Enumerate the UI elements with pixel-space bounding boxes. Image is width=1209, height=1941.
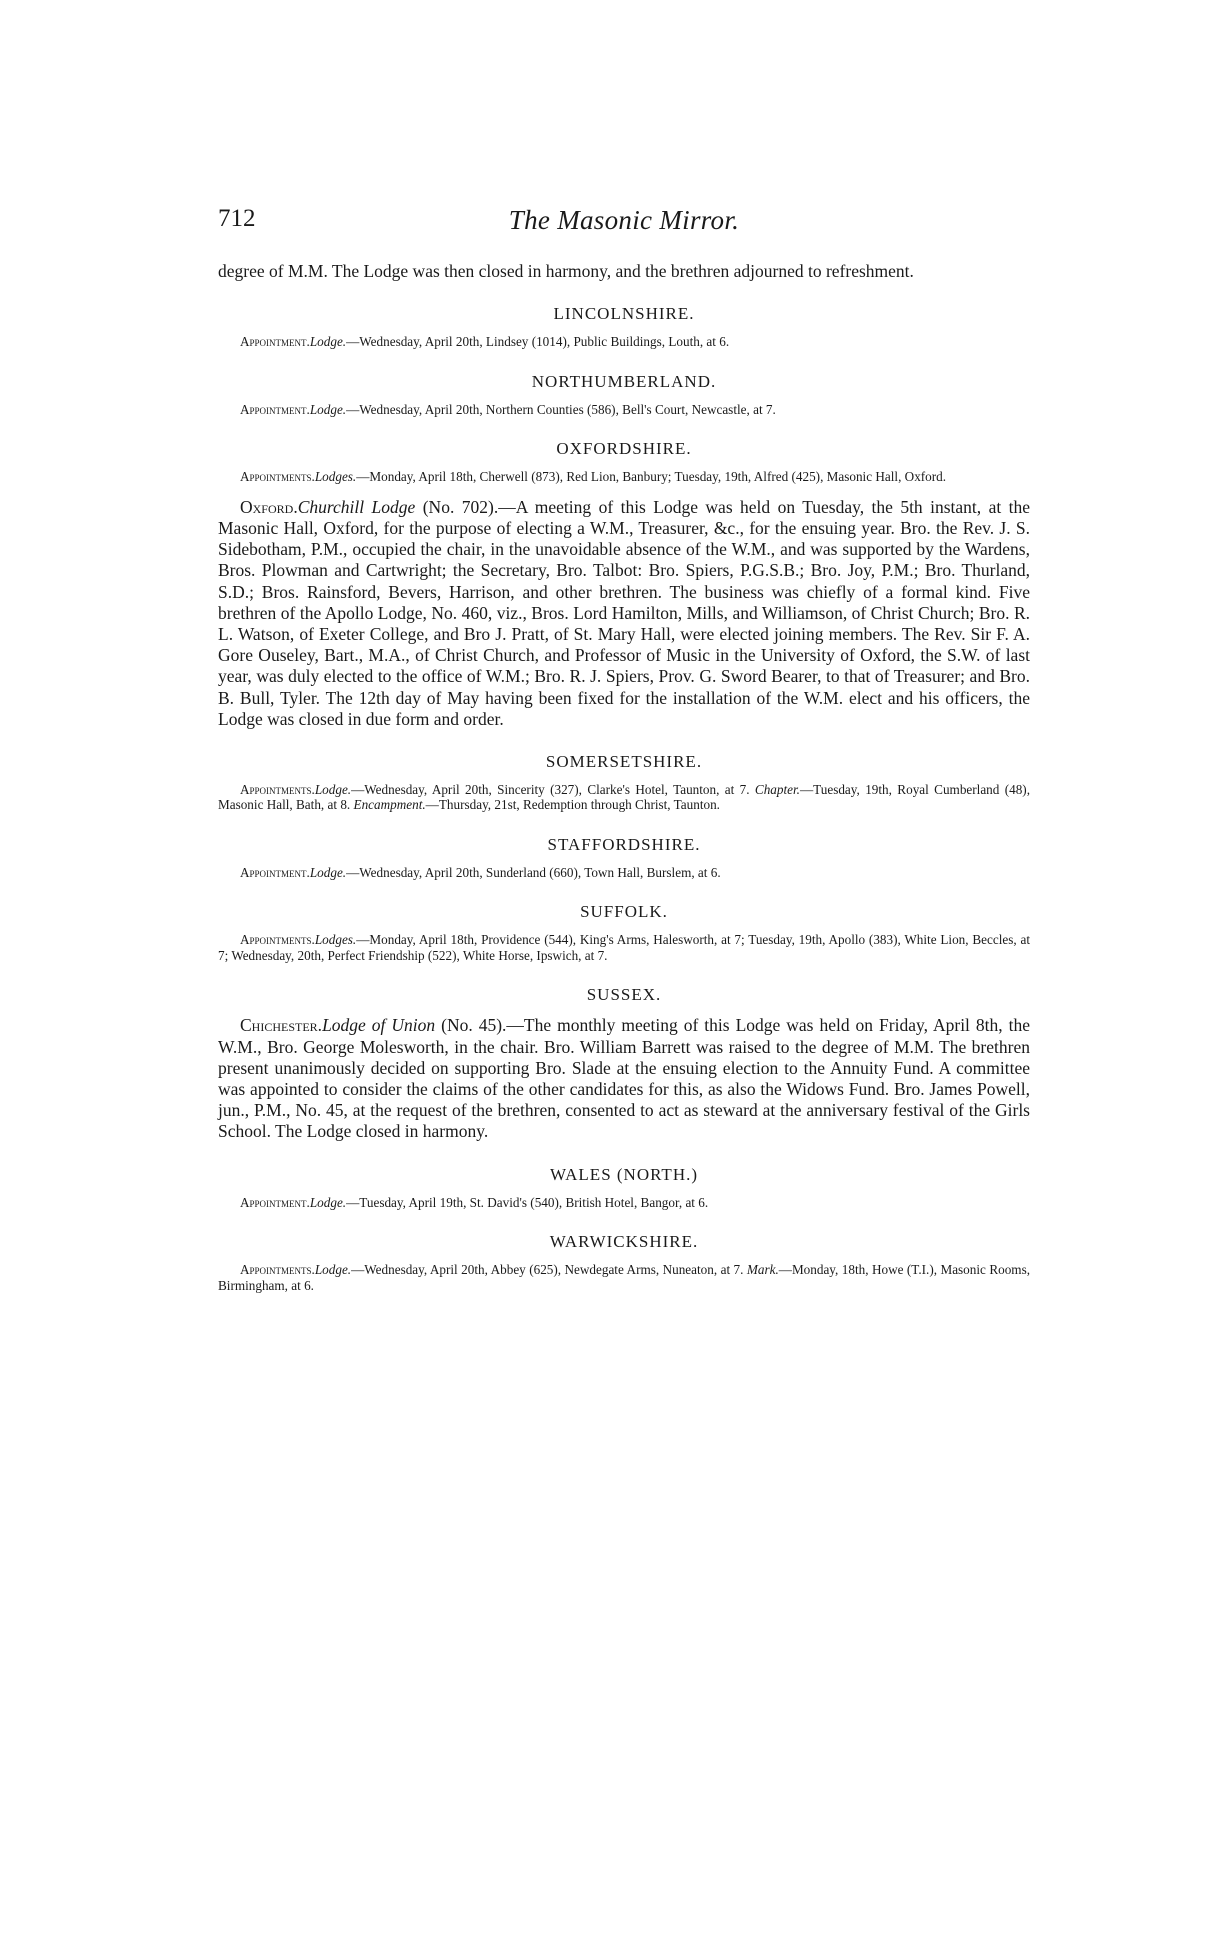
appointment-text: —Wednesday, April 20th, Sincerity (327), Clarke's Hotel, Taunton, at 7. [351,781,755,797]
appointment-kind: Lodge. [309,864,347,880]
appointment-kind: Lodge. [314,781,352,797]
section-heading-northumberland: NORTHUMBERLAND. [531,371,717,391]
appointment-kind: Lodge. [314,1262,352,1278]
appointment-label: Appointments. [240,1262,315,1278]
chapter-text: —Tuesday, 19th, Royal Cumberland (48), Masonic Hall, Bath, at 8. [218,781,1030,813]
appointment-kind: Lodge. [309,334,347,350]
report-text: (No. 702).—A meeting of this Lodge was held on Tuesday, the 5th instant, at the Masonic Hall, Oxford, for the purpose of electing a W.M., Treasurer, &c., for the ensuing year. Bro. the Rev. J. S. Sidebotham, P.M., occupied the chair, in the unavoidable absence of the W.M., and was supported by the Wardens, Bros. Plowman and Cartwright; the Secretary, Bro. Talbot: Bro. Spiers, P.G.S.B.; Bro. Joy, P.M.; Bro. Thurland, S.D.; Bros. Rainsford, Bevers, Harrison, and other brethren. The business was chiefly of a formal kind. Five brethren of the Apollo Lodge, No. 460, viz., Bros. Lord Hamilton, Mills, and Williamson, of Christ Church; Bro. R. L. Watson, of Exeter College, and Bro J. Pratt, of St. Mary Hall, were elected joining members. The Rev. Sir F. A. Gore Ouseley, Bart., M.A., of Christ Church, and Professor of Music in the University of Oxford, the S.W. of last year, was duly elected to the office of W.M.; Bro. R. J. Spiers, Prov. G. Sword Bearer, to that of Treasurer; and Bro. B. Bull, Tyler. The 12th day of May having been fixed for the installation of the W.M. elect and his officers, the Lodge was closed in due form and order. [218,496,1030,729]
report-lodge: Churchill Lodge [297,496,416,517]
appointment-lincolnshire [218,334,1030,350]
page [218,205,1030,1293]
appointment-text: —Tuesday, April 19th, St. David's (540), British Hotel, Bangor, at 6. [346,1194,709,1210]
report-lodge: Lodge of Union [322,1015,436,1036]
appointment-northumberland [218,402,1030,418]
appointment-kind: Lodge. [309,401,347,417]
appointment-label: Appointments. [240,781,315,797]
report-chichester [218,1015,1030,1142]
appointment-text: —Wednesday, April 20th, Lindsey (1014), Public Buildings, Louth, at 6. [346,334,730,350]
appointment-text: —Monday, April 18th, Providence (544), King's Arms, Halesworth, at 7; Tuesday, 19th, Apollo (383), White Lion, Beccles, at 7; Wednesday, 20th, Perfect Friendship (522), White Horse, Ipswich, at 7. [218,932,1030,963]
report-place: Chichester. [240,1015,323,1036]
section-heading-lincolnshire: LINCOLNSHIRE. [553,304,695,324]
appointment-kind: Lodges. [314,469,357,485]
appointment-label: Appointment. [240,334,310,350]
appointment-wales-north [218,1195,1030,1211]
appointment-label: Appointments. [240,932,315,948]
appointment-text: —Wednesday, April 20th, Northern Counties (586), Bell's Court, Newcastle, at 7. [346,401,776,417]
encampment-kind: Encampment. [353,797,426,813]
appointment-oxfordshire [218,469,1030,485]
section-heading-oxfordshire: OXFORDSHIRE. [556,439,692,459]
appointment-label: Appointment. [240,1194,310,1210]
mark-kind: Mark. [746,1262,779,1278]
page-number: 712 [218,205,256,232]
appointment-label: Appointments. [240,469,315,485]
chapter-kind: Chapter. [754,781,800,797]
mark-text: —Monday, 18th, Howe (T.I.), Masonic Rooms, Birmingham, at 6. [218,1262,1030,1293]
section-heading-staffordshire: STAFFORDSHIRE. [547,834,701,854]
report-text: (No. 45).—The monthly meeting of this Lodge was held on Friday, April 8th, the W.M., Bro. George Molesworth, in the chair. Bro. William Barrett was raised to the degree of M.M. The brethren present unanimously decided on supporting Bro. Slade at the ensuing election to the Annuity Fund. A committee was appointed to consider the claims of the other candidates for this, as also the Widows Fund. Bro. James Powell, jun., P.M., No. 45, at the request of the brethren, consented to act as steward at the anniversary festival of the Girls School. The Lodge closed in harmony. [218,1015,1030,1142]
section-heading-sussex: SUSSEX. [586,985,662,1005]
appointment-label: Appointment. [240,864,310,880]
section-heading-wales-north: WALES (NORTH.) [549,1164,699,1184]
report-place: Oxford. [240,496,298,517]
intro-paragraph: degree of M.M. The Lodge was then closed in harmony, and the brethren adjourned to refreshment. [218,261,914,281]
appointment-text: —Monday, April 18th, Cherwell (873), Red Lion, Banbury; Tuesday, 19th, Alfred (425), Masonic Hall, Oxford. [356,469,947,485]
appointment-kind: Lodge. [309,1194,347,1210]
section-heading-suffolk: SUFFOLK. [580,902,668,922]
appointment-label: Appointment. [240,401,310,417]
appointment-somersetshire [218,782,1030,813]
journal-title: The Masonic Mirror. [508,205,740,235]
section-heading-warwickshire: WARWICKSHIRE. [549,1232,699,1252]
appointment-warwickshire [218,1262,1030,1293]
running-head [218,205,1030,239]
appointment-kind: Lodges. [314,932,357,948]
appointment-text: —Wednesday, April 20th, Sunderland (660), Town Hall, Burslem, at 6. [346,864,721,880]
section-heading-somersetshire: SOMERSETSHIRE. [545,751,703,771]
report-oxford [218,497,1030,730]
appointment-staffordshire [218,865,1030,881]
appointment-text: —Wednesday, April 20th, Abbey (625), Newdegate Arms, Nuneaton, at 7. [351,1262,747,1278]
encampment-text: —Thursday, 21st, Redemption through Christ, Taunton. [425,797,720,813]
appointment-suffolk [218,932,1030,963]
